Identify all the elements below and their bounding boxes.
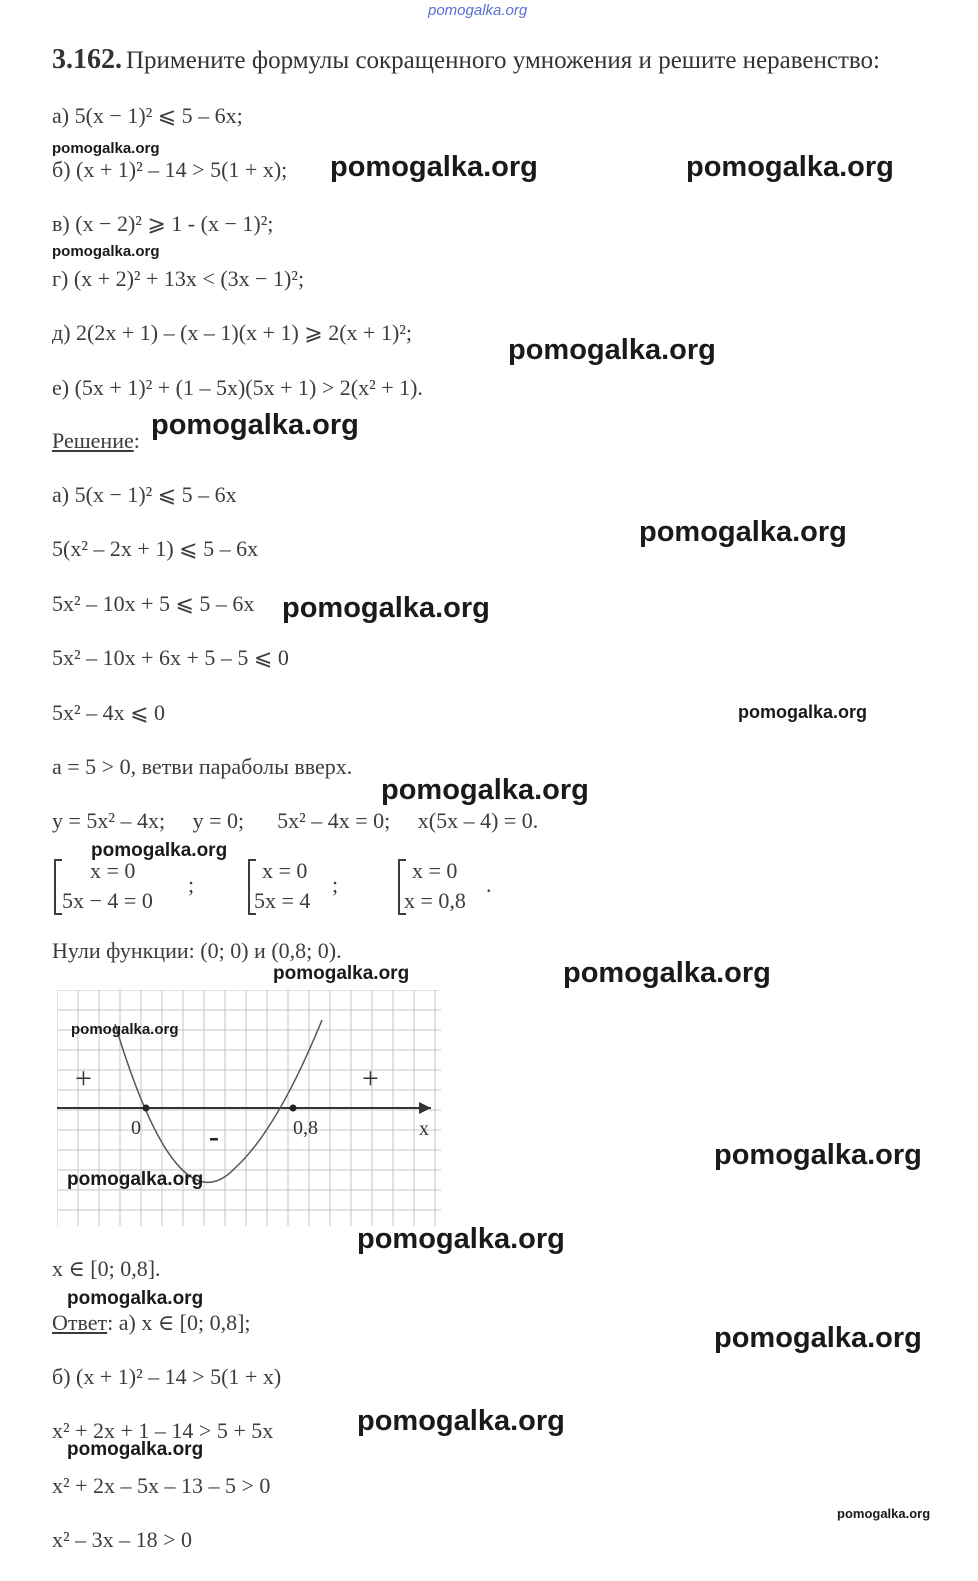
system-3-top: x = 0	[412, 858, 458, 883]
watermark: pomogalka.org	[52, 140, 160, 157]
system-3-sep: .	[486, 872, 492, 897]
system-2-top: x = 0	[262, 858, 308, 883]
solution-a-line-4: 5x² – 10x + 6x + 5 – 5 ⩽ 0	[52, 645, 289, 670]
task-item-f: е) (5x + 1)² + (1 – 5x)(5x + 1) > 2(x² + 1).	[52, 375, 423, 400]
task-number: 3.162.	[52, 44, 122, 75]
solution-a-line-3: 5x² – 10x + 5 ⩽ 5 – 6x	[52, 591, 255, 616]
solution-b-line-2: x² + 2x + 1 – 14 > 5 + 5x	[52, 1418, 274, 1443]
watermark: pomogalka.org	[563, 957, 771, 989]
parabola-curve	[115, 1020, 322, 1182]
watermark: pomogalka.org	[837, 1506, 931, 1521]
task-item-e: д) 2(2x + 1) – (x – 1)(x + 1) ⩾ 2(x + 1)²;	[52, 320, 412, 345]
system-2-bottom: 5x = 4	[254, 888, 311, 913]
system-1-top: x = 0	[90, 858, 136, 883]
watermark: pomogalka.org	[639, 516, 847, 548]
system-3-bottom: x = 0,8	[404, 888, 466, 913]
task-title: Примените формулы сокращенного умножения и решите неравенство:	[126, 47, 880, 74]
minus-sign: -	[209, 1120, 219, 1153]
watermark: pomogalka.org	[91, 840, 228, 861]
answer-a	[52, 1310, 251, 1336]
watermark: pomogalka.org	[686, 151, 894, 183]
answer-text: : а) x ∈ [0; 0,8];	[107, 1310, 251, 1335]
watermark: pomogalka.org	[714, 1139, 922, 1171]
solution-colon: :	[133, 428, 140, 453]
watermark: pomogalka.org	[357, 1405, 565, 1437]
watermark: pomogalka.org	[714, 1322, 922, 1354]
plus-left: +	[75, 1062, 92, 1095]
watermark: pomogalka.org	[67, 1288, 204, 1309]
root-point-zero	[143, 1105, 150, 1112]
solution-b-line-4: x² – 3x – 18 > 0	[52, 1527, 193, 1552]
top-watermark[interactable]: pomogalka.org	[428, 2, 528, 19]
watermark: pomogalka.org	[273, 963, 410, 984]
watermark: pomogalka.org	[282, 592, 490, 624]
watermark: pomogalka.org	[67, 1439, 204, 1460]
solution-b-line-1: б) (x + 1)² – 14 > 5(1 + x)	[52, 1364, 282, 1389]
system-1-sep: ;	[188, 872, 195, 897]
task-item-d: г) (x + 2)² + 13x < (3x − 1)²;	[52, 266, 305, 291]
solution-a-result: x ∈ [0; 0,8].	[52, 1256, 161, 1281]
system-2-sep: ;	[332, 872, 339, 897]
label-zero: 0	[131, 1117, 141, 1139]
watermark: pomogalka.org	[738, 702, 868, 722]
watermark: pomogalka.org	[508, 334, 716, 366]
plus-right: +	[362, 1062, 379, 1095]
task-item-c: в) (x − 2)² ⩾ 1 - (x − 1)²;	[52, 211, 274, 236]
system-1-bottom: 5x − 4 = 0	[62, 888, 153, 913]
label-root: 0,8	[293, 1117, 318, 1139]
x-axis-arrow	[419, 1102, 431, 1114]
solution-a-line-1: а) 5(x − 1)² ⩽ 5 – 6x	[52, 482, 237, 507]
solution-a-line-2: 5(x² – 2x + 1) ⩽ 5 – 6x	[52, 536, 259, 561]
task-item-b: б) (x + 1)² – 14 > 5(1 + x);	[52, 157, 288, 182]
watermark: pomogalka.org	[381, 774, 589, 806]
solution-word: Решение	[52, 428, 134, 453]
solution-label	[52, 428, 140, 454]
task-header	[52, 44, 880, 76]
watermark: pomogalka.org	[67, 1169, 204, 1190]
solution-a-line-7: y = 5x² – 4x; y = 0; 5x² – 4x = 0; x(5x – 4) = 0.	[52, 808, 539, 833]
watermark: pomogalka.org	[71, 1021, 179, 1038]
watermark: pomogalka.org	[330, 151, 538, 183]
function-zeros: Нули функции: (0; 0) и (0,8; 0).	[52, 938, 342, 963]
solution-a-line-5: 5x² – 4x ⩽ 0	[52, 700, 166, 725]
watermark: pomogalka.org	[52, 243, 160, 260]
solution-b-line-3: x² + 2x – 5x – 13 – 5 > 0	[52, 1473, 271, 1498]
root-point-08	[290, 1105, 297, 1112]
task-item-a: а) 5(x − 1)² ⩽ 5 – 6x;	[52, 103, 243, 128]
watermark: pomogalka.org	[151, 409, 359, 441]
solution-a-line-6: a = 5 > 0, ветви параболы вверх.	[52, 754, 353, 779]
watermark: pomogalka.org	[357, 1223, 565, 1255]
answer-label: Ответ	[52, 1310, 108, 1335]
axis-label-x: x	[419, 1118, 429, 1140]
